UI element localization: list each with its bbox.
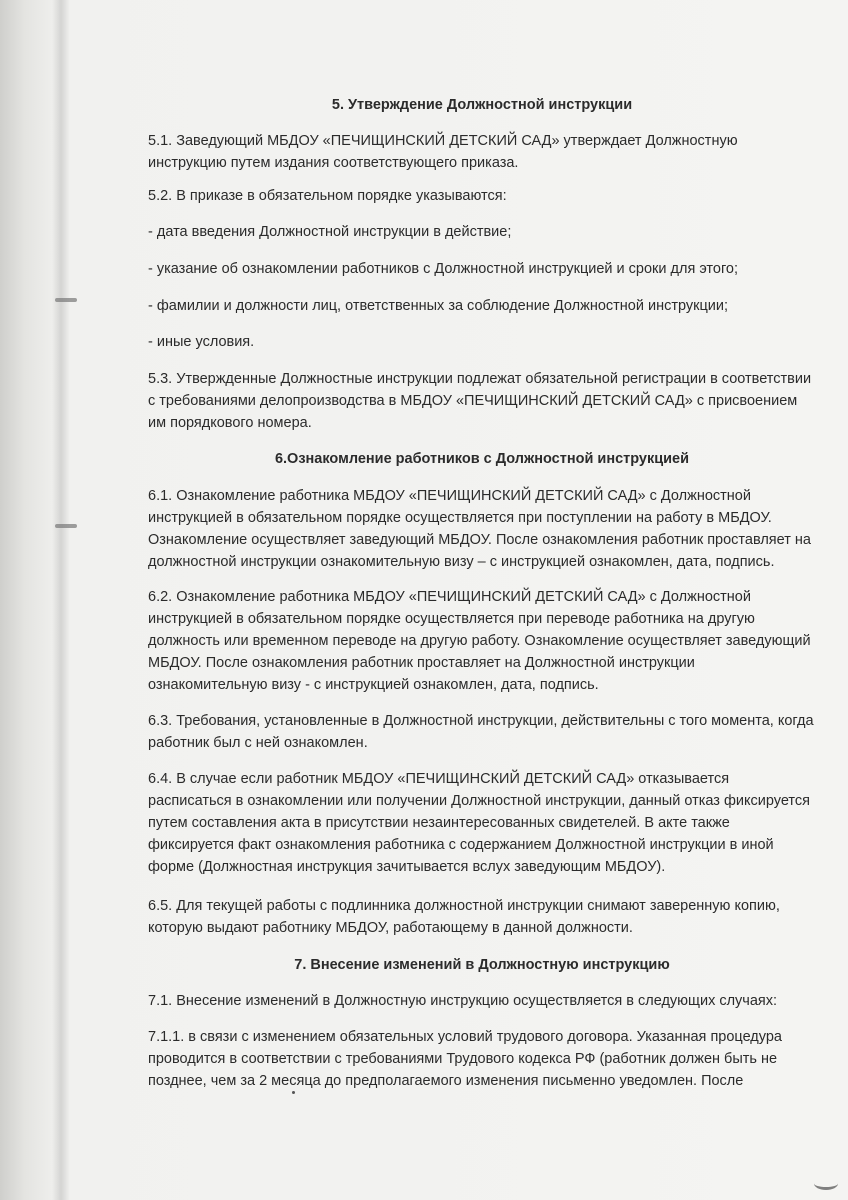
staple-mark [55, 524, 77, 528]
paragraph-7-1: 7.1. Внесение изменений в Должностную инструкцию осуществляется в следующих случаях: [148, 993, 778, 1009]
staple-mark [55, 298, 77, 302]
list-item: - дата введения Должностной инструкции в действие; [148, 224, 512, 240]
list-item: - указание об ознакомлении работников с Должностной инструкцией и сроки для этого; [148, 261, 739, 277]
paragraph-5-1: 5.1. Заведующий МБДОУ «ПЕЧИЩИНСКИЙ ДЕТСКИЙ САД» утверждает Должностную инструкцию путем издания соответствующего приказа. [148, 133, 738, 171]
list-item: - фамилии и должности лиц, ответственных за соблюдение Должностной инструкции; [148, 298, 729, 314]
section-7-title: 7. Внесение изменений в Должностную инструкцию [294, 957, 670, 973]
section-5-title: 5. Утверждение Должностной инструкции [331, 97, 633, 113]
paragraph-7-1-1: 7.1.1. в связи с изменением обязательных условий трудового договора. Указанная процедура проводится в соответствии с требованиями Трудового кодекса РФ (работник должен быть не позднее, чем за 2 месяца до предполагаемого изменения письменно уведомлен. После [148, 1029, 782, 1089]
pen-mark [814, 1177, 838, 1190]
paragraph-6-5: 6.5. Для текущей работы с подлинника должностной инструкции снимают заверенную копию, которую выдают работнику МБДОУ, работающему в данной должности. [148, 898, 780, 936]
paragraph-5-3: 5.3. Утвержденные Должностные инструкции подлежат обязательной регистрации в соответствии с требованиями делопроизводства в МБДОУ «ПЕЧИЩИНСКИЙ ДЕТСКИЙ САД» с присвоением им порядкового номера. [148, 371, 812, 431]
scan-speck [292, 1091, 295, 1094]
paragraph-5-2: 5.2. В приказе в обязательном порядке указываются: [148, 188, 507, 204]
list-item: - иные условия. [148, 334, 255, 350]
binding-shadow [52, 0, 70, 1200]
paragraph-6-4: 6.4. В случае если работник МБДОУ «ПЕЧИЩИНСКИЙ ДЕТСКИЙ САД» отказывается расписаться в ознакомлении или получении Должностной инструкции, данный отказ фиксируется путем составления акта в присутствии незаинтересованных свидетелей. В акте также фиксируется факт ознакомления работника с содержанием Должностной инструкции в иной форме (Должностная инструкция зачитывается вслух заведующим МБДОУ). [148, 771, 811, 875]
paragraph-6-1: 6.1. Ознакомление работника МБДОУ «ПЕЧИЩИНСКИЙ ДЕТСКИЙ САД» с Должностной инструкцией в обязательном порядке осуществляется при поступлении на работу в МБДОУ. Ознакомление осуществляет заведующий МБДОУ. После ознакомления работник проставляет на должностной инструкции ознакомительную визу – с инструкцией ознакомлен, дата, подпись. [148, 488, 811, 570]
paragraph-6-2: 6.2. Ознакомление работника МБДОУ «ПЕЧИЩИНСКИЙ ДЕТСКИЙ САД» с Должностной инструкцией в обязательном порядке осуществляется при переводе работника на другую должность или временном переводе на другую работу. Ознакомление осуществляет заведующий МБДОУ. После ознакомления работник проставляет на Должностной инструкции ознакомительную визу - с инструкцией ознакомлен, дата, подпись. [148, 589, 811, 693]
paragraph-6-3: 6.3. Требования, установленные в Должностной инструкции, действительны с того момента, когда работник был с ней ознакомлен. [148, 713, 814, 751]
section-6-title: 6.Ознакомление работников с Должностной инструкцией [274, 451, 690, 467]
